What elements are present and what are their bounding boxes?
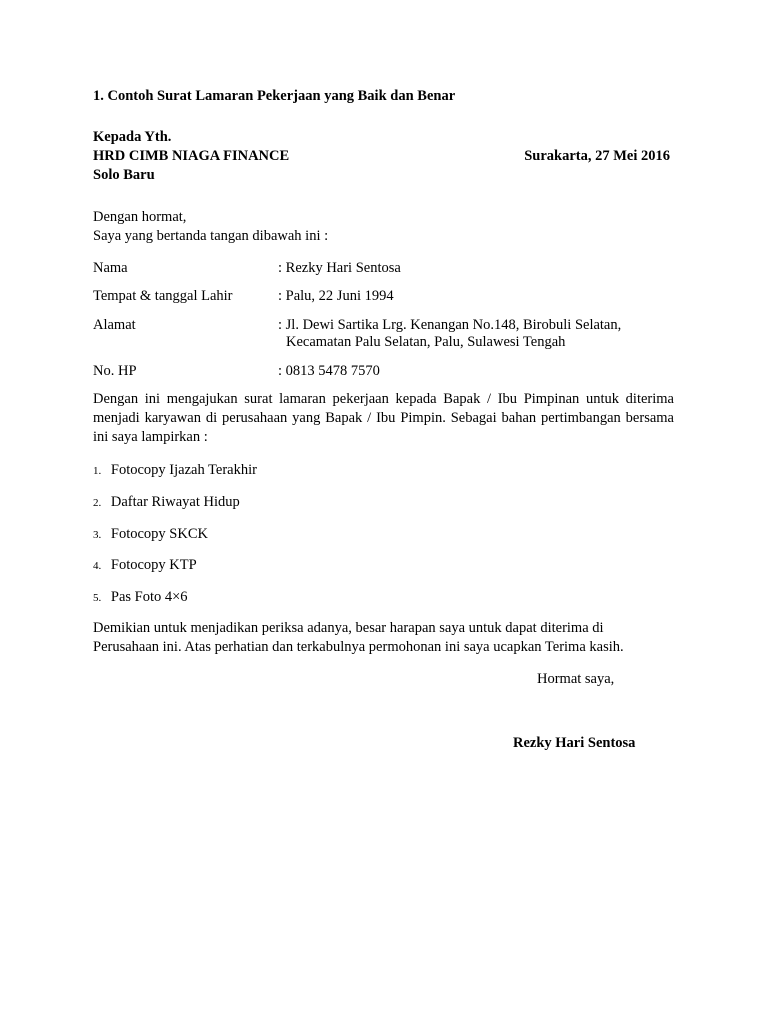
list-item-number: 3.: [93, 529, 102, 541]
greeting: Dengan hormat,: [93, 209, 187, 225]
signature-name: Rezky Hari Sentosa: [513, 735, 636, 751]
list-item-number: 1.: [93, 465, 102, 477]
detail-label-phone: No. HP: [93, 363, 137, 379]
list-item: [93, 556, 197, 576]
detail-label-address: Alamat: [93, 317, 136, 333]
recipient-salutation: Kepada Yth.: [93, 129, 172, 145]
recipient-company: HRD CIMB NIAGA FINANCE: [93, 148, 290, 164]
detail-value-address-line2: Kecamatan Palu Selatan, Palu, Sulawesi Tengah: [286, 334, 566, 350]
document-heading: 1. Contoh Surat Lamaran Pekerjaan yang Baik dan Benar: [93, 88, 456, 104]
list-item-number: 4.: [93, 560, 102, 572]
body-paragraph: Dengan ini mengajukan surat lamaran pekerjaan kepada Bapak / Ibu Pimpinan untuk diterima menjadi karyawan di perusahaan yang Bapak / Ibu Pimpin. Sebagai bahan pertimbangan bersama ini saya lampirkan :: [93, 391, 674, 445]
list-item: [93, 493, 240, 513]
list-item-text: Fotocopy SKCK: [110, 526, 208, 542]
closing-line-2: Perusahaan ini. Atas perhatian dan terkabulnya permohonan ini saya ucapkan Terima kasih.: [93, 639, 624, 655]
detail-value-name: : Rezky Hari Sentosa: [278, 260, 401, 276]
list-item-number: 2.: [93, 497, 102, 509]
detail-value-birth: : Palu, 22 Juni 1994: [278, 288, 394, 304]
list-item-text: Pas Foto 4×6: [110, 589, 188, 605]
recipient-location: Solo Baru: [93, 167, 155, 183]
list-item-text: Daftar Riwayat Hidup: [110, 494, 240, 510]
letter-date: Surakarta, 27 Mei 2016: [524, 148, 670, 164]
detail-label-birth: Tempat & tanggal Lahir: [93, 288, 233, 304]
list-item: [93, 588, 188, 608]
intro-line: Saya yang bertanda tangan dibawah ini :: [93, 228, 329, 244]
list-item: [93, 525, 208, 545]
sign-off: Hormat saya,: [537, 671, 615, 687]
detail-label-name: Nama: [93, 260, 128, 276]
list-item-text: Fotocopy Ijazah Terakhir: [110, 462, 257, 478]
list-item: [93, 461, 257, 481]
list-item-text: Fotocopy KTP: [110, 557, 197, 573]
detail-value-address: : Jl. Dewi Sartika Lrg. Kenangan No.148, Birobuli Selatan,: [278, 317, 622, 333]
closing-line-1: Demikian untuk menjadikan periksa adanya, besar harapan saya untuk dapat diterima di: [93, 620, 604, 636]
list-item-number: 5.: [93, 592, 102, 604]
detail-value-phone: : 0813 5478 7570: [278, 363, 380, 379]
